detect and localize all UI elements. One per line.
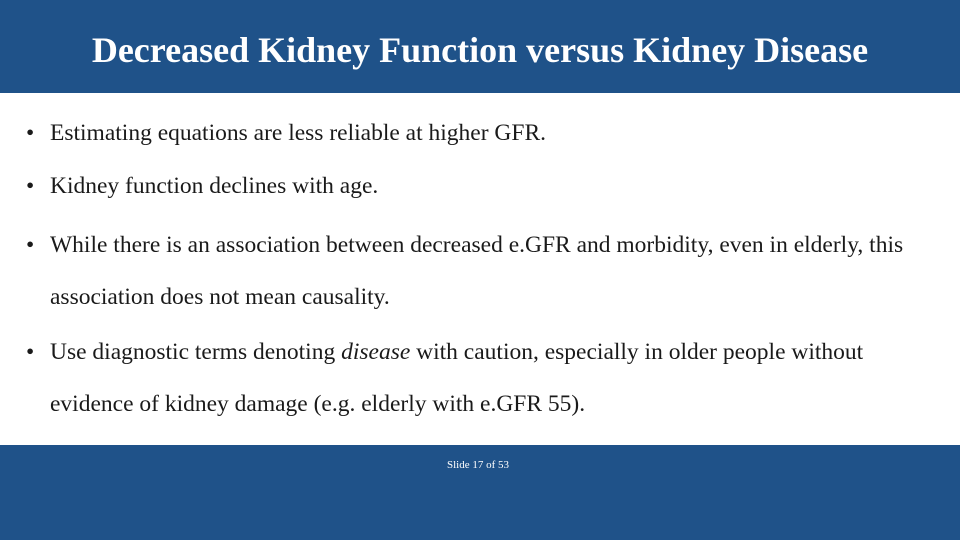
bullet-dot: •: [26, 120, 35, 146]
bullet-text: While there is an association between decreased e.GFR and morbidity, even in elderly, this association does not mean causality.: [50, 232, 904, 310]
bullet-text-italic: disease: [341, 339, 411, 365]
bullet-dot: •: [26, 232, 35, 258]
bullet-item: [26, 219, 936, 323]
bullet-text-after: with caution, especially in older people without evidence of kidney damage (e.g. elderly with e.GFR 55).: [50, 339, 864, 417]
bullet-dot: •: [26, 339, 35, 365]
bullet-dot: •: [26, 173, 35, 199]
slide-title: Decreased Kidney Function versus Kidney Disease: [91, 30, 869, 70]
bullet-text: [50, 326, 936, 430]
bullet-text: Kidney function declines with age.: [50, 173, 379, 199]
bullet-item: [26, 107, 936, 159]
bullet-item: [26, 160, 936, 212]
slide-body: [0, 93, 960, 445]
slide-number: Slide 17 of 53: [446, 459, 510, 471]
bullet-text: Estimating equations are less reliable at higher GFR.: [50, 120, 546, 146]
footer-bar: [0, 445, 960, 540]
bullet-item: [26, 326, 936, 430]
bullet-text-before: Use diagnostic terms denoting: [50, 339, 342, 365]
header-bar: [0, 0, 960, 93]
